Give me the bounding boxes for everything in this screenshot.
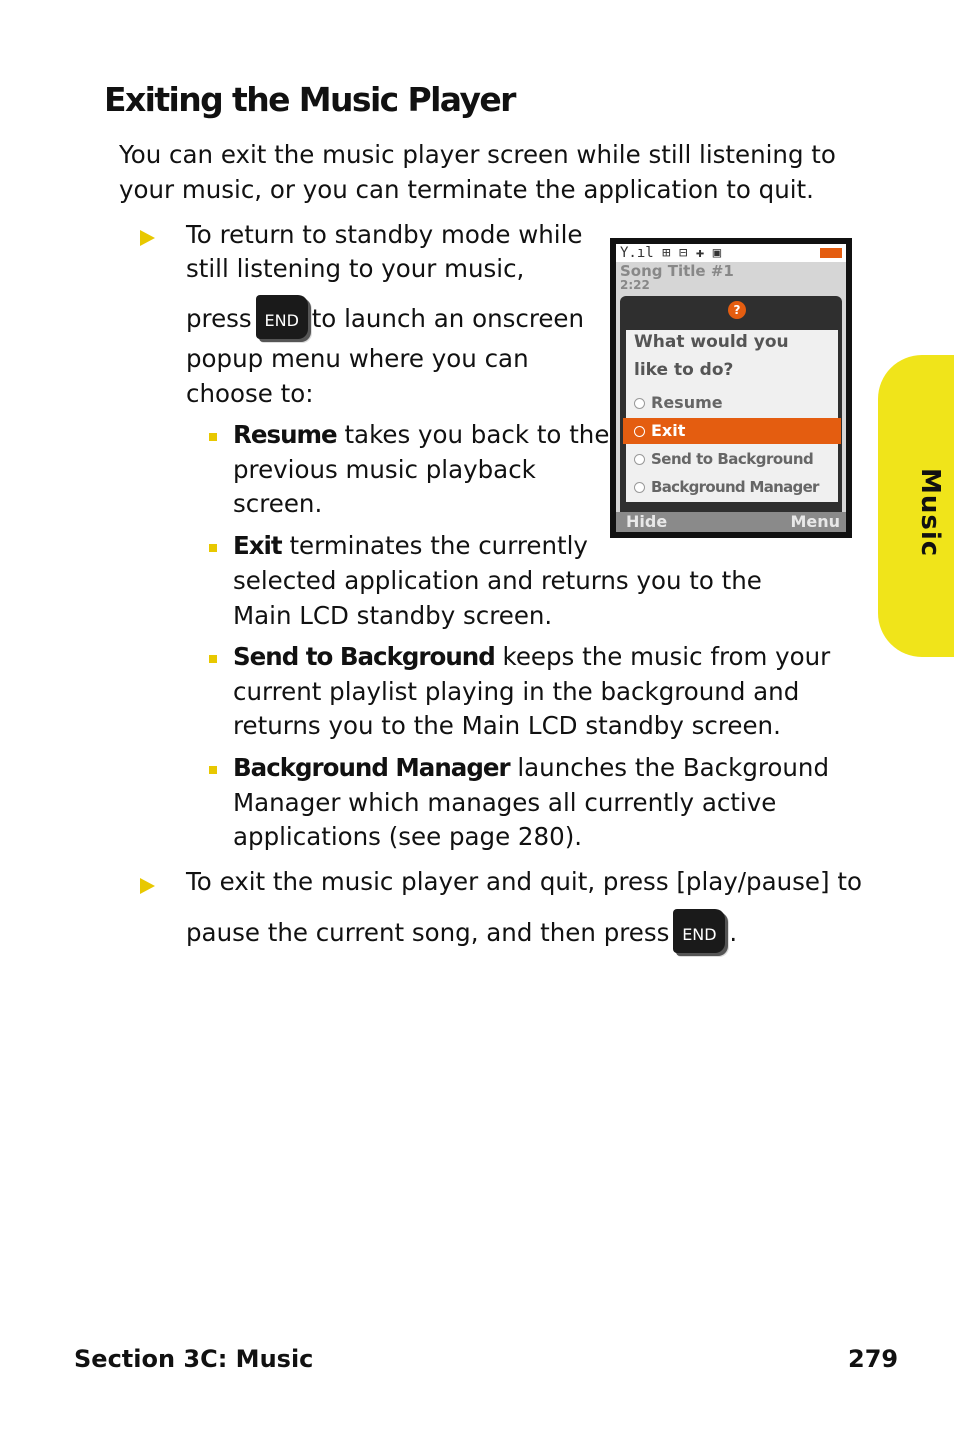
step1-line3 xyxy=(186,298,584,342)
step1-line1: To return to standby mode while xyxy=(186,220,583,249)
phone-screenshot xyxy=(610,238,852,538)
footer-page-number: 279 xyxy=(848,1345,899,1373)
square-bullet-icon xyxy=(209,433,217,441)
option-term: Exit xyxy=(233,531,282,560)
option-manager-line3: applications (see page 280). xyxy=(233,822,583,851)
status-bar xyxy=(616,244,846,262)
popup-question-line1: What would you xyxy=(634,332,789,352)
option-text: keeps the music from your xyxy=(494,642,831,671)
battery-icon xyxy=(820,248,842,258)
option-text: terminates the currently xyxy=(281,531,588,560)
square-bullet-icon xyxy=(209,544,217,552)
step2-period: . xyxy=(729,918,738,947)
option-resume-line2: previous music playback xyxy=(233,455,536,484)
softkey-menu[interactable]: Menu xyxy=(790,512,840,531)
option-resume-line1 xyxy=(233,417,609,452)
arrow-bullet-icon xyxy=(140,878,155,894)
step1-after-key: to launch an onscreen xyxy=(311,304,585,333)
softkey-bar xyxy=(616,512,846,532)
option-manager-line1 xyxy=(233,750,829,785)
step1-line2: still listening to your music, xyxy=(186,254,525,283)
softkey-hide[interactable]: Hide xyxy=(626,512,668,531)
song-title: Song Title #1 xyxy=(620,262,734,280)
option-term: Send to Background xyxy=(233,642,495,671)
popup-body xyxy=(626,330,838,502)
phone-screen xyxy=(616,244,846,532)
option-send-line3: returns you to the Main LCD standby screen. xyxy=(233,711,781,740)
popup-option-send-background[interactable] xyxy=(626,446,838,472)
option-text: launches the Background xyxy=(509,753,830,782)
footer-section: Section 3C: Music xyxy=(74,1345,314,1373)
option-manager-line2: Manager which manages all currently active xyxy=(233,788,777,817)
square-bullet-icon xyxy=(209,655,217,663)
radio-icon xyxy=(634,482,645,493)
song-time: 2:22 xyxy=(620,278,650,292)
step1-press: press xyxy=(186,304,252,333)
step2-line1: To exit the music player and quit, press [play/pause] to xyxy=(186,867,862,896)
radio-icon xyxy=(634,454,645,465)
arrow-bullet-icon xyxy=(140,230,155,246)
popup-option-label: Exit xyxy=(651,421,686,440)
step2-text: pause the current song, and then press xyxy=(186,918,670,947)
step2-line2 xyxy=(186,912,737,956)
option-send-line2: current playlist playing in the background and xyxy=(233,677,800,706)
status-icons: Y.ıl ⊞ ⊟ ✚ ▣ xyxy=(620,245,722,261)
radio-icon xyxy=(634,426,645,437)
end-key-icon: END xyxy=(256,295,308,339)
option-send-line1 xyxy=(233,639,830,674)
option-exit-line3: Main LCD standby screen. xyxy=(233,601,553,630)
popup-question-line2: like to do? xyxy=(634,360,734,380)
option-text: takes you back to the xyxy=(336,420,610,449)
option-resume-line3: screen. xyxy=(233,489,323,518)
end-key-icon: END xyxy=(673,909,725,953)
step1-line5: choose to: xyxy=(186,379,314,408)
option-term: Background Manager xyxy=(233,753,510,782)
popup-option-exit[interactable] xyxy=(623,418,841,444)
page-heading: Exiting the Music Player xyxy=(104,80,515,119)
popup-option-label: Send to Background xyxy=(651,450,814,468)
option-exit-line1 xyxy=(233,528,588,563)
popup-menu xyxy=(620,296,842,512)
popup-option-label: Resume xyxy=(651,393,723,412)
option-term: Resume xyxy=(233,420,337,449)
popup-option-background-manager[interactable] xyxy=(626,474,838,500)
radio-icon xyxy=(634,398,645,409)
section-side-tab-label: Music xyxy=(915,468,945,558)
popup-option-label: Background Manager xyxy=(651,478,819,496)
option-exit-line2: selected application and returns you to the xyxy=(233,566,762,595)
square-bullet-icon xyxy=(209,766,217,774)
question-icon: ? xyxy=(728,301,746,319)
popup-option-resume[interactable] xyxy=(626,390,838,416)
step1-line4: popup menu where you can xyxy=(186,344,529,373)
intro-paragraph: You can exit the music player screen while still listening to your music, or you can terminate the application to quit. xyxy=(119,140,836,204)
